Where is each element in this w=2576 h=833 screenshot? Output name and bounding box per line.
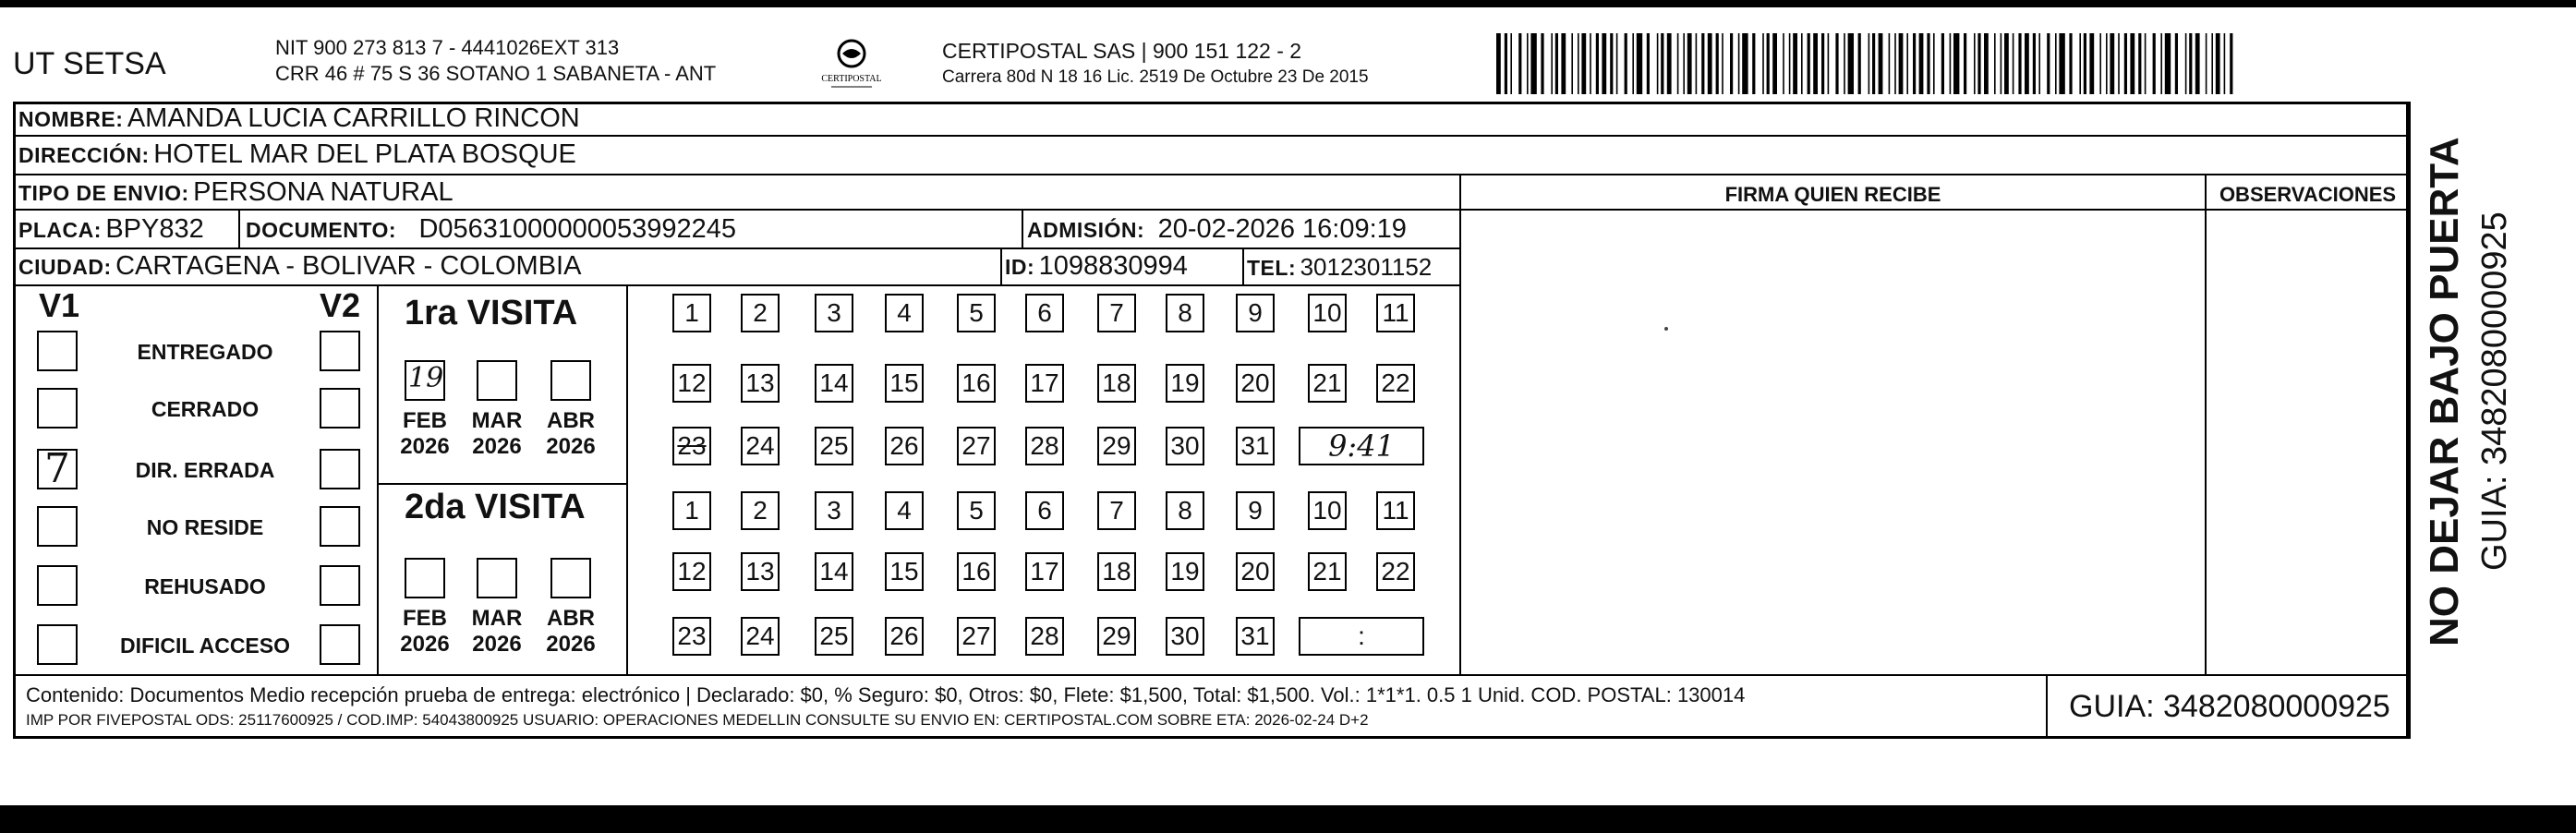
v1-checkbox[interactable] [37,445,78,492]
visit1-day-box[interactable]: 15 [885,364,924,403]
visit2-time-box[interactable]: : [1299,617,1424,656]
v2-header: V2 [320,286,361,324]
barcode [1496,33,2235,94]
visit2-day-box[interactable]: 28 [1025,617,1064,656]
visit1-day-box[interactable]: 19 [1166,364,1204,403]
v2-checkbox[interactable] [320,331,360,371]
v1-checkbox[interactable] [37,624,78,665]
nombre-label: NOMBRE: [18,107,124,131]
footer-content-line: Contenido: Documentos Medio recepción prueba de entrega: electrónico | Declarado: $0, % Seguro: $0, Otros: $0, Flete: $1,500, Total: $1,500. Vol.: 1*1*1. 0.5 1 Unid. COD. POSTAL: 130014 [26,683,1746,706]
ciudad-label: CIUDAD: [18,255,112,279]
tel-label: TEL: [1247,256,1297,280]
id-label: ID: [1005,255,1035,279]
status-label: ENTREGADO [137,340,273,364]
visit1-day-box[interactable]: 4 [885,294,924,332]
visit2-day-box[interactable]: 13 [741,552,780,591]
documento-value: D05631000000053992245 [418,214,736,244]
month-name: FEB [403,408,447,433]
signature-mark [1664,327,1668,331]
ciudad-value: CARTAGENA - BOLIVAR - COLOMBIA [115,251,582,281]
visit1-day-box[interactable]: 26 [885,427,924,465]
visit2-month-checkbox[interactable] [477,558,517,598]
visit2-day-box[interactable]: 2 [741,491,780,530]
visit2-day-box[interactable]: 29 [1097,617,1136,656]
visit1-day-box[interactable]: 17 [1025,364,1064,403]
visit1-day-box[interactable]: 13 [741,364,780,403]
visit2-day-box[interactable]: 4 [885,491,924,530]
visit1-day-box[interactable]: 28 [1025,427,1064,465]
visit2-month-checkbox[interactable] [405,558,445,598]
visit2-month-checkbox[interactable] [550,558,591,598]
month-name: MAR [471,606,523,631]
visit1-month-checkbox[interactable] [477,360,517,401]
visit2-day-box[interactable]: 24 [741,617,780,656]
tel-field [1247,253,1432,282]
visit1-day-box[interactable]: 1 [672,294,711,332]
visit2-day-box[interactable]: 6 [1025,491,1064,530]
certipostal-logo [813,35,890,92]
side-guia-number: GUIA: 3482080000925 [2475,211,2514,571]
visit2-day-box[interactable]: 10 [1308,491,1347,530]
visit1-day-box[interactable]: 6 [1025,294,1064,332]
direccion-field [18,139,576,170]
no-dejar-bajo-puerta: NO DEJAR BAJO PUERTA [2422,137,2467,646]
visit2-day-box[interactable]: 12 [672,552,711,591]
tipo-label: TIPO DE ENVIO: [18,181,189,205]
v2-checkbox[interactable] [320,506,360,547]
visit2-month-label [396,606,454,658]
month-year: 2026 [546,632,596,657]
visit2-month-label [468,606,526,658]
visit2-day-box[interactable]: 31 [1236,617,1275,656]
documento-label: DOCUMENTO: [246,218,397,242]
visit1-day-box[interactable]: 11 [1376,294,1415,332]
visit1-day-box[interactable]: 23 [672,427,711,465]
admision-field [1027,214,1407,245]
firma-column-header: FIRMA QUIEN RECIBE [1724,183,1941,206]
status-label: REHUSADO [144,574,266,598]
visit2-day-box[interactable]: 19 [1166,552,1204,591]
v2-checkbox[interactable] [320,388,360,429]
bottom-border-bar [0,805,2576,833]
v1-checkbox[interactable] [37,565,78,606]
month-year: 2026 [400,632,450,657]
id-field [1005,251,1188,282]
v2-checkbox[interactable] [320,565,360,606]
status-label: NO RESIDE [146,515,264,539]
visit1-month-checkbox[interactable] [405,360,445,401]
visit1-day-box[interactable]: 27 [957,427,996,465]
v2-checkbox[interactable] [320,449,360,489]
visit1-day-box[interactable]: 12 [672,364,711,403]
v1-checkbox[interactable] [37,506,78,547]
month-name: FEB [403,606,447,631]
direccion-value: HOTEL MAR DEL PLATA BOSQUE [153,139,576,169]
visit1-day-box[interactable]: 25 [815,427,853,465]
month-year: 2026 [472,632,522,657]
license-line: Carrera 80d N 18 16 Lic. 2519 De Octubre 23 De 2015 [942,67,1369,87]
placa-label: PLACA: [18,218,102,242]
v1-checkbox[interactable] [37,388,78,429]
visit2-month-label [542,606,599,658]
status-label: CERRADO [151,397,260,421]
placa-field [18,214,204,245]
visit2-day-box[interactable]: 5 [957,491,996,530]
certipostal-line: CERTIPOSTAL SAS | 900 151 122 - 2 [942,39,1302,63]
tipo-field [18,177,454,208]
tipo-value: PERSONA NATURAL [193,177,454,207]
month-name: ABR [547,408,595,433]
visit1-time-box[interactable]: 9:41 [1299,427,1424,465]
visit1-day-box[interactable]: 8 [1166,294,1204,332]
visit1-day-box[interactable]: 20 [1236,364,1275,403]
nombre-value: AMANDA LUCIA CARRILLO RINCON [127,103,580,133]
visit2-day-box[interactable]: 16 [957,552,996,591]
visit2-day-box[interactable]: 8 [1166,491,1204,530]
footer-imp-line: IMP POR FIVEPOSTAL ODS: 25117600925 / COD.IMP: 54043800925 USUARIO: OPERACIONES MEDELLIN CONSULTE SU ENVIO EN: CERTIPOSTAL.COM SOBRE ETA: 2026-02-24 D+2 [26,711,1369,729]
visit2-title: 2da VISITA [405,488,586,526]
month-year: 2026 [472,434,522,459]
visit2-day-box[interactable]: 23 [672,617,711,656]
guia-number: GUIA: 3482080000925 [2069,689,2390,724]
status-label: DIR. ERRADA [135,458,275,482]
v1-checkbox-mark: 7 [44,445,70,492]
visit2-day-box[interactable]: 25 [815,617,853,656]
visit1-month-label [542,408,599,460]
visit1-day-box[interactable]: 31 [1236,427,1275,465]
visit1-day-box[interactable]: 18 [1097,364,1136,403]
visit1-day-box[interactable]: 21 [1308,364,1347,403]
visit2-day-box[interactable]: 27 [957,617,996,656]
visit2-day-box[interactable]: 15 [885,552,924,591]
month-year: 2026 [546,434,596,459]
visit1-title: 1ra VISITA [405,294,578,332]
placa-value: BPY832 [105,214,204,244]
visit2-day-box[interactable]: 1 [672,491,711,530]
admision-label: ADMISIÓN: [1027,218,1145,242]
visit2-day-box[interactable]: 17 [1025,552,1064,591]
v1-header: V1 [39,286,80,324]
visit2-day-box[interactable]: 14 [815,552,853,591]
visit2-day-box[interactable]: 11 [1376,491,1415,530]
nit-line: NIT 900 273 813 7 - 4441026EXT 313 [275,36,620,59]
month-year: 2026 [400,434,450,459]
visit1-day-box[interactable]: 22 [1376,364,1415,403]
visit1-day-box[interactable]: 7 [1097,294,1136,332]
visit1-day-box[interactable]: 24 [741,427,780,465]
documento-field [246,214,736,245]
status-label: DIFICIL ACCESO [119,634,290,658]
v1-checkbox[interactable] [37,331,78,371]
v2-checkbox[interactable] [320,624,360,665]
visit2-day-box[interactable]: 22 [1376,552,1415,591]
visit1-month-mark: 19 [408,362,444,394]
visit1-day-box[interactable]: 9 [1236,294,1275,332]
logo-text: CERTIPOSTAL [821,74,882,84]
visit2-day-box[interactable]: 26 [885,617,924,656]
id-value: 1098830994 [1038,251,1188,281]
visit1-day-box[interactable]: 10 [1308,294,1347,332]
visit2-day-box[interactable]: 7 [1097,491,1136,530]
company-name: UT SETSA [13,46,166,81]
visit1-day-box[interactable]: 14 [815,364,853,403]
visit1-month-label [396,408,454,460]
ciudad-field [18,251,581,282]
visit2-day-box[interactable]: 20 [1236,552,1275,591]
observaciones-column-header: OBSERVACIONES [2219,183,2397,206]
nombre-field [18,103,580,134]
visit1-day-box[interactable]: 3 [815,294,853,332]
address-line: CRR 46 # 75 S 36 SOTANO 1 SABANETA - ANT [275,62,717,85]
tel-value: 3012301152 [1300,253,1433,281]
direccion-label: DIRECCIÓN: [18,143,150,167]
visit2-day-box[interactable]: 18 [1097,552,1136,591]
visit2-day-box[interactable]: 21 [1308,552,1347,591]
visit2-day-box[interactable]: 3 [815,491,853,530]
visit1-day-box[interactable]: 5 [957,294,996,332]
visit1-day-box[interactable]: 16 [957,364,996,403]
month-name: ABR [547,606,595,631]
visit1-day-box[interactable]: 2 [741,294,780,332]
admision-value: 20-02-2026 16:09:19 [1157,214,1407,244]
top-border-bar [0,0,2576,7]
visit2-day-box[interactable]: 9 [1236,491,1275,530]
visit2-day-box[interactable]: 30 [1166,617,1204,656]
visit1-day-box[interactable]: 30 [1166,427,1204,465]
visit1-month-label [468,408,526,460]
month-name: MAR [471,408,523,433]
visit1-month-checkbox[interactable] [550,360,591,401]
visit1-day-box[interactable]: 29 [1097,427,1136,465]
